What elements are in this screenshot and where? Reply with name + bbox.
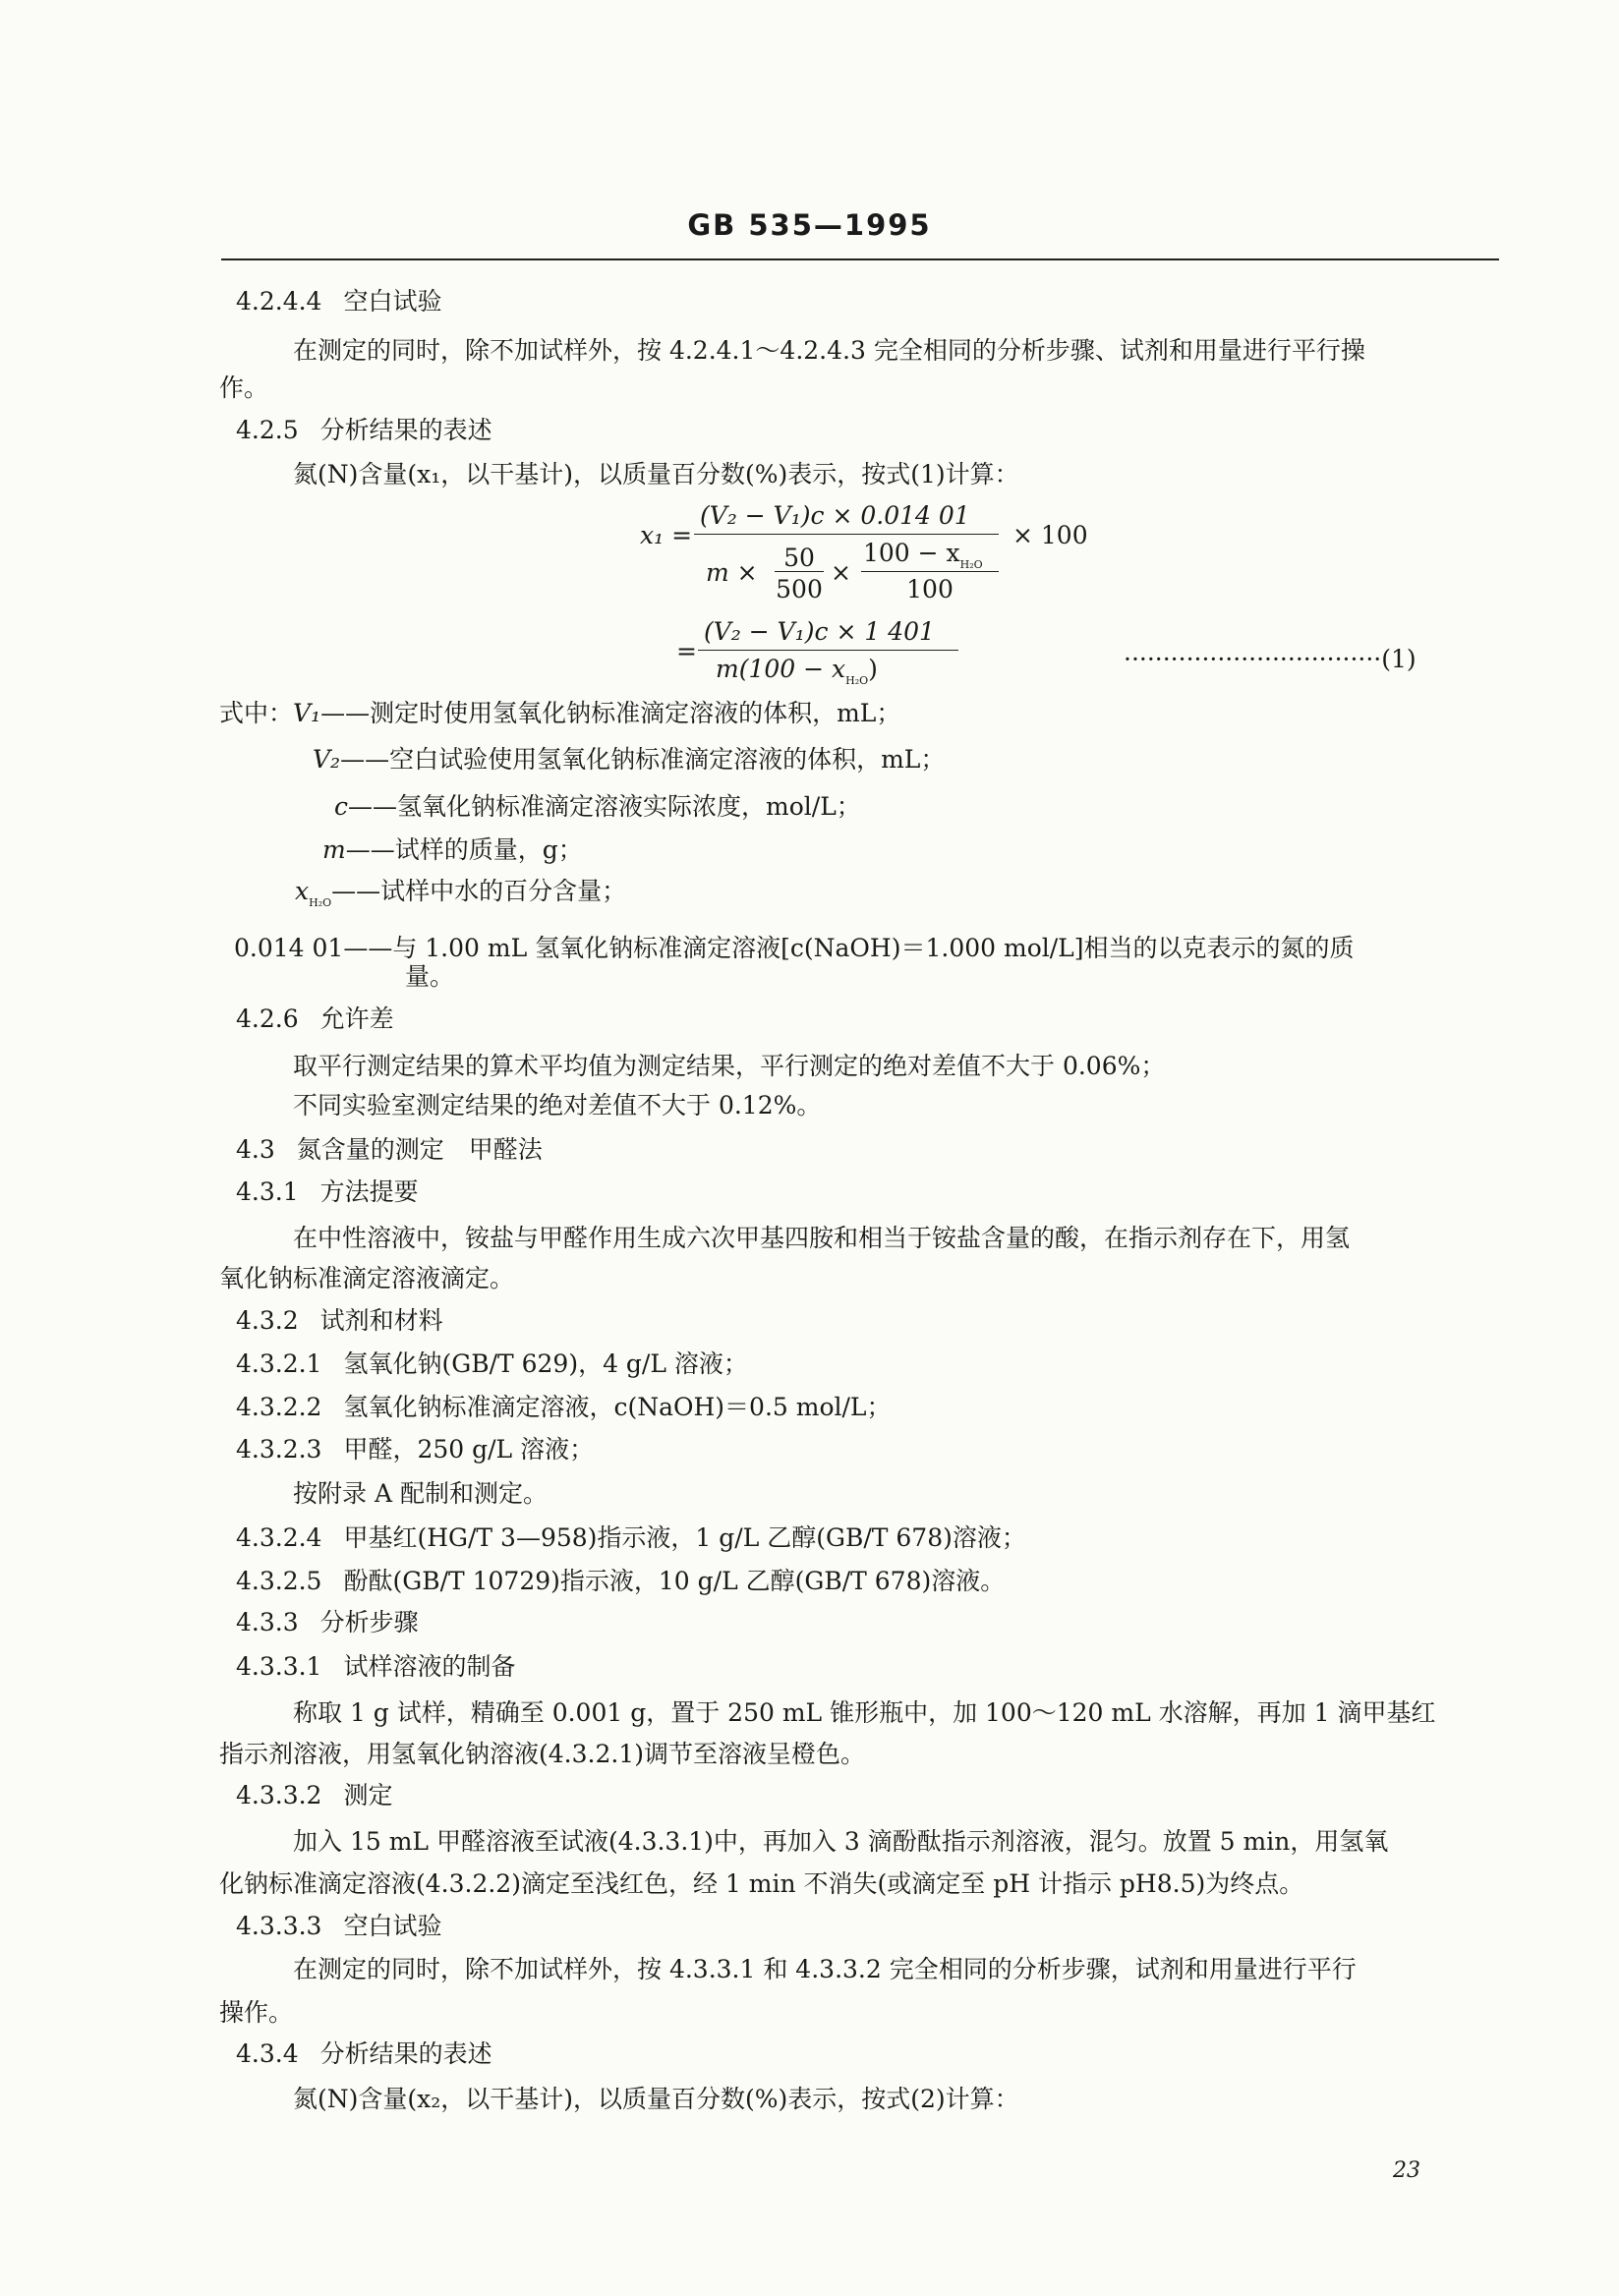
paragraph-line: 在测定的同时，除不加试样外，按 4.2.4.1～4.2.4.3 完全相同的分析步骤、试剂和用量进行平行操 [293,336,1365,365]
formula-numerator: (V₂ − V₁)c × 0.014 01 [700,501,970,530]
definition-constant-cont: 量。 [405,962,455,991]
formula-reference: ·································(1) [1124,645,1417,673]
section-heading-4-3-3-1: 4.3.3.1 试样溶液的制备 [236,1652,516,1681]
formula-denominator-2: $m(100 - x_{H_2O})$ [716,655,878,687]
page-number: 23 [1393,2158,1420,2183]
fraction-bar [775,571,824,572]
item-4-3-2-1: 4.3.2.1 氢氧化钠(GB/T 629)，4 g/L 溶液； [236,1349,748,1378]
definition-x-h2o: $x_{H_2O}——$试样中水的百分含量； [295,877,627,909]
section-heading-4-2-5 [236,417,492,445]
paragraph-line: 加入 15 mL 甲醛溶液至试液(4.3.3.1)中，再加入 3 滴酚酞指示剂溶液，混匀。放置 5 min，用氢氧 [293,1827,1389,1856]
paragraph-line: 在测定的同时，除不加试样外，按 4.3.3.1 和 4.3.3.2 完全相同的分析步骤，试剂和用量进行平行 [293,1955,1357,1983]
section-title: 空白试验 [343,287,442,316]
definition-m: m——试样的质量，g； [322,835,583,864]
formula-den-100: 100 [906,575,954,603]
paragraph-line: 在中性溶液中，铵盐与甲醛作用生成六次甲基四胺和相当于铵盐含量的酸，在指示剂存在下，用氢 [293,1224,1351,1252]
section-heading-4-2-4-4 [236,288,441,316]
definition-v1: 式中：V₁——测定时使用氢氧化钠标准滴定溶液的体积，mL； [219,699,901,727]
section-heading-4-3-2: 4.3.2 试剂和材料 [236,1306,443,1335]
paragraph-line: 氮(N)含量(x₂，以干基计)，以质量百分数(%)表示，按式(2)计算： [293,2085,1019,2113]
section-heading-4-3-1: 4.3.1 方法提要 [236,1177,419,1206]
formula-den-500: 500 [776,575,823,603]
item-4-3-2-2: 4.3.2.2 氢氧化钠标准滴定溶液，c(NaOH)＝0.5 mol/L； [236,1393,892,1421]
header-rule [221,258,1499,260]
fraction-bar [694,534,999,535]
formula-eq2: = [676,637,697,665]
section-heading-4-3-4: 4.3.4 分析结果的表述 [236,2039,492,2068]
paragraph-line: 按附录 A 配制和测定。 [293,1479,548,1508]
item-4-3-2-5: 4.3.2.5 酚酞(GB/T 10729)指示液，10 g/L 乙醇(GB/T 678)溶液。 [236,1567,1006,1595]
paragraph-line: 不同实验室测定结果的绝对差值不大于 0.12%。 [293,1091,822,1119]
paragraph-line: 化钠标准滴定溶液(4.3.2.2)滴定至浅红色，经 1 min 不消失(或滴定至 pH 计指示 pH8.5)为终点。 [219,1869,1304,1898]
section-number: 4.2.4.4 [236,287,322,316]
formula-den-times: × [831,558,851,587]
section-title: 分析结果的表述 [319,416,492,444]
definition-c: c——氢氧化钠标准滴定溶液实际浓度，mol/L； [334,792,861,821]
paragraph-line: 作。 [219,373,269,402]
definition-constant: 0.014 01——与 1.00 mL 氢氧化钠标准滴定溶液[c(NaOH)＝1.000 mol/L]相当的以克表示的氮的质 [234,934,1355,962]
item-4-3-2-4: 4.3.2.4 甲基红(HG/T 3—958)指示液，1 g/L 乙醇(GB/T 678)溶液； [236,1523,1026,1552]
page-header: GB 535—1995 [687,208,932,242]
formula-den-100x: $100 - x_{H_2O}$ [863,539,983,571]
section-heading-4-3: 4.3 氮含量的测定 甲醛法 [236,1135,543,1164]
formula-lhs: x₁ = [640,521,693,549]
formula-times-100: × 100 [1012,521,1088,549]
section-heading-4-2-6: 4.2.6 允许差 [236,1004,394,1033]
fraction-bar [698,650,958,651]
section-number: 4.2.5 [236,416,299,444]
section-heading-4-3-3-3: 4.3.3.3 空白试验 [236,1912,442,1940]
definition-v2: V₂——空白试验使用氢氧化钠标准滴定溶液的体积，mL； [313,745,946,774]
section-heading-4-3-3: 4.3.3 分析步骤 [236,1608,419,1636]
item-4-3-2-3: 4.3.2.3 甲醛，250 g/L 溶液； [236,1435,595,1464]
paragraph-line: 氧化钠标准滴定溶液滴定。 [219,1264,515,1292]
paragraph-line: 取平行测定结果的算术平均值为测定结果，平行测定的绝对差值不大于 0.06%； [293,1052,1166,1080]
formula-numerator-2: (V₂ − V₁)c × 1 401 [704,617,935,646]
paragraph-line: 称取 1 g 试样，精确至 0.001 g，置于 250 mL 锥形瓶中，加 100～120 mL 水溶解，再加 1 滴甲基红 [293,1698,1436,1727]
paragraph-line: 指示剂溶液，用氢氧化钠溶液(4.3.2.1)调节至溶液呈橙色。 [219,1740,865,1768]
fraction-bar [861,571,999,572]
section-heading-4-3-3-2: 4.3.3.2 测定 [236,1781,393,1809]
formula-den-m: m × [706,558,758,587]
paragraph-line: 操作。 [219,1998,294,2027]
paragraph-line: 氮(N)含量(x₁，以干基计)，以质量百分数(%)表示，按式(1)计算： [293,460,1019,488]
formula-den-50: 50 [783,544,815,572]
